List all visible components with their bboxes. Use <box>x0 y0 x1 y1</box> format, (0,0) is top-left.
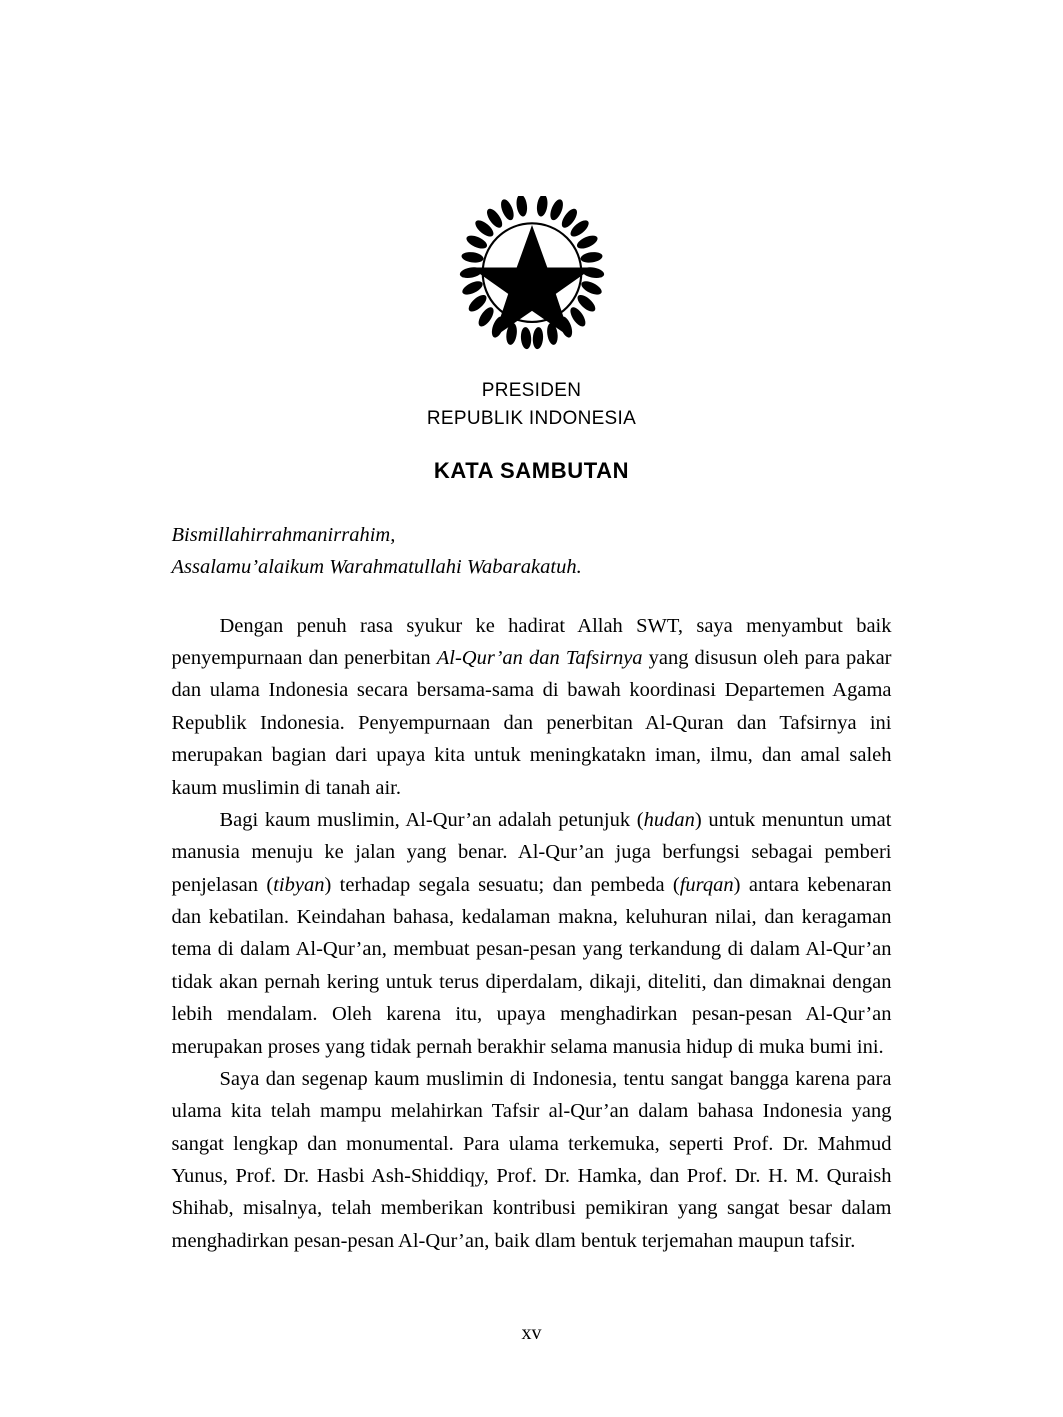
institution-line-1: PRESIDEN <box>481 380 582 401</box>
body-paragraph <box>172 610 892 804</box>
salutation-line-1: Bismillahirrahmanirrahim, <box>171 524 396 547</box>
garuda-star-wreath-emblem <box>447 196 617 351</box>
body-paragraph <box>172 804 892 1063</box>
text-run: ) terhadap segala sesuatu; dan pembeda ( <box>324 873 680 896</box>
emblem-container <box>0 196 1063 351</box>
emphasised-term: Al-Qur’an dan Tafsirnya <box>436 647 643 669</box>
text-run: Dengan penuh rasa syukur ke hadirat Allah SWT, saya menyambut baik penyempurnaan dan penerbitan <box>171 614 892 669</box>
emphasised-term: hudan <box>643 808 695 831</box>
text-run: Bagi kaum muslimin, Al-Qur’an adalah petunjuk ( <box>219 808 644 831</box>
page-number: xv <box>521 1322 542 1344</box>
emphasised-term: tibyan <box>273 873 325 896</box>
body-paragraph <box>172 1063 892 1257</box>
text-run: Saya dan segenap kaum muslimin di Indonesia, tentu sangat bangga karena para ulama kita telah mampu melahirkan Tafsir al-Qur’an dalam bahasa Indonesia yang sangat lengkap dan monumental. Para ulama terkemuka, seperti Prof. Dr. Mahmud Yunus, Prof. Dr. Hasbi Ash-Shiddiqy, Prof. Dr. Hamka, dan Prof. Dr. H. M. Quraish Shihab, misalnya, telah memberikan kontribusi pemikiran yang sangat besar dalam menghadirkan pesan-pesan Al-Qur’an, baik dlam bentuk terjemahan maupun tafsir. <box>171 1067 892 1252</box>
paragraph-list <box>172 610 892 1258</box>
salutation-line-2: Assalamu’alaikum Warahmatullahi Wabarakatuh. <box>171 555 582 578</box>
institution-heading <box>0 377 1063 432</box>
text-run: ) untuk menuntun umat manusia menuju ke jalan yang benar. Al-Qur’an juga berfungsi sebagai pemberi penjelasan ( <box>171 808 892 896</box>
institution-line-2: REPUBLIK INDONESIA <box>426 407 637 429</box>
document-body <box>172 484 892 1257</box>
text-run: ) antara kebenaran dan kebatilan. Keindahan bahasa, kedalaman makna, keluhuran nilai, dan keragaman tema di dalam Al-Qur’an, membuat pesan-pesan yang terkandung di dalam Al-Qur’an tidak akan pernah kering untuk terus diperdalam, dikaji, diteliti, dan dimaknai dengan lebih mendalam. Oleh karena itu, upaya menghadirkan pesan-pesan Al-Qur’an merupakan proses yang tidak pernah berakhir selama manusia hidup di muka bumi ini. <box>171 873 892 1058</box>
emphasised-term: furqan <box>679 873 734 896</box>
page-title: KATA SAMBUTAN <box>433 458 630 484</box>
text-run: yang disusun oleh para pakar dan ulama Indonesia secara bersama-sama di bawah koordinasi Departemen Agama Republik Indonesia. Penyempurnaan dan penerbitan Al-Quran dan Tafsirnya ini merupakan bagian dari upaya kita untuk meningkatakn iman, ilmu, dan amal saleh kaum muslimin di tanah air. <box>171 647 892 799</box>
salutation-block <box>172 520 892 584</box>
